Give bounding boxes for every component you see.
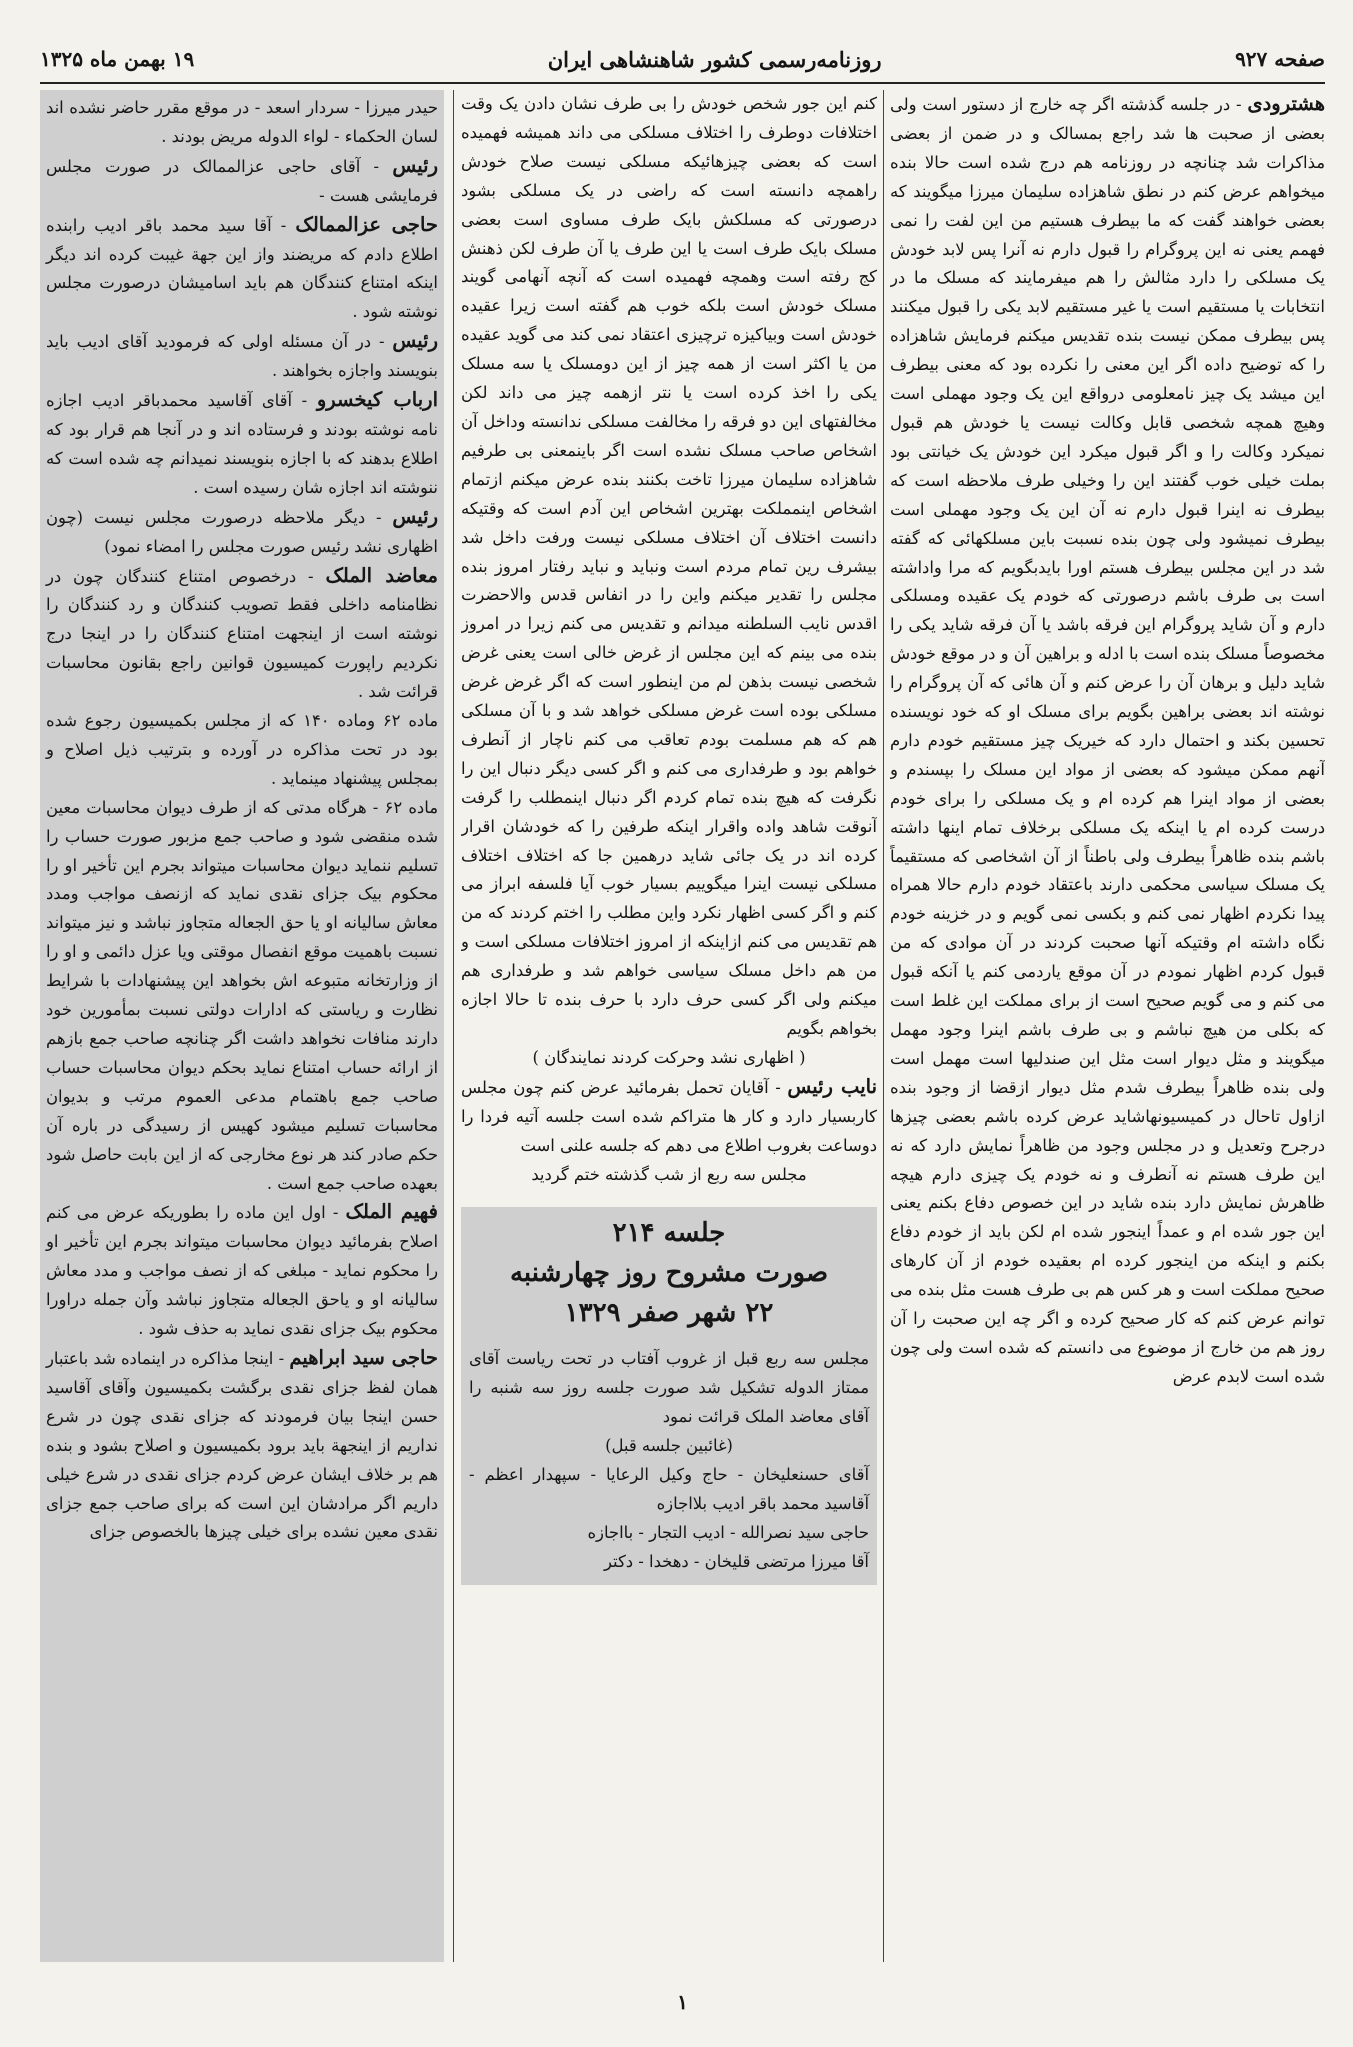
paragraph <box>46 503 438 562</box>
paragraph <box>46 794 438 1199</box>
middle-column <box>461 90 877 1962</box>
paragraph <box>46 707 438 794</box>
paragraph-text: مجلس سه ربع قبل از غروب آفتاب در تحت ریاست آقای ممتاز الدوله تشکیل شد صورت جلسه روز سه شنبه را آقای معاضد الملک قرائت نمود <box>469 1349 869 1427</box>
column-divider <box>453 90 454 1962</box>
absent-line-text: حاجی سید نصرالله - ادیب التجار - بااجازه <box>587 1522 869 1542</box>
paragraph <box>461 1161 877 1190</box>
paragraph-text: ماده ۶۲ وماده ۱۴۰ که از مجلس بکمیسیون رجوع شده بود در تحت مذاکره در آورده و بترتیب ذیل اصلاح و بمجلس پیشنهاد مینماید . <box>46 711 438 788</box>
paragraph <box>890 90 1325 1392</box>
paragraph <box>469 1432 869 1461</box>
speaker-name: حاجی عزالممالک <box>295 212 438 236</box>
absent-line <box>469 1519 869 1548</box>
paragraph <box>469 1345 869 1432</box>
session-title: صورت مشروح روز چهارشنبه <box>509 1258 829 1289</box>
session-number: جلسه ۲۱۴ <box>612 1218 726 1249</box>
speaker-name: هشترودی <box>1247 92 1325 115</box>
paragraph <box>46 1198 438 1344</box>
paragraph <box>46 94 438 152</box>
paragraph-text: - اول این ماده را بطوریکه عرض می کنم اصلاح بفرمائید دیوان محاسبات میتواند بجرم این تأخیر او را محکوم نماید - مبلغی که از نصف مواجب و مدد معاش سالیانه او و یاحق الجعاله متجاوز نباشد وآن جمله دراورا محکوم بیک جزای نقدی نماید به حذف شود . <box>46 1203 438 1339</box>
paragraph <box>46 211 438 328</box>
paragraph-text: - آقای آقاسید محمدباقر ادیب اجازه نامه نوشته بودند و فرستاده اند و در آنجا هم قرار بود که اطلاع بدهند که با اجازه بنویسند نمیدانم چه شده است که ننوشته اند اجازه شان رسیده است . <box>46 391 438 497</box>
paragraph-text: - دیگر ملاحظه درصورت مجلس نیست (چون اظهاری نشد رئیس صورت مجلس را امضاء نمود) <box>46 507 438 556</box>
newspaper-title: روزنامه‌رسمی کشور شاهنشاهی ایران <box>547 46 882 72</box>
paragraph-text: - آقایان تحمل بفرمائید عرض کنم چون مجلس کاربسیار دارد و کار ها متراکم شده است جلسه آتیه فردا را دوساعت بغروب اطلاع می دهم که جلسه علنی است <box>461 1077 877 1155</box>
newspaper-page <box>40 40 1325 2020</box>
paragraph <box>46 1344 438 1547</box>
speaker-name: معاضد الملک <box>325 563 439 587</box>
paragraph <box>46 152 438 211</box>
stage-note: ( اظهاری نشد وحرکت کردند نمایندگان ) <box>532 1047 806 1067</box>
paragraph-text: - آقا سید محمد باقر ادیب رابنده اطلاع دادم که مریضند واز این جهة غیبت کرده اند دیگر اینکه امتناع کنندگان هم باید اسامیشان درصورت مجلس نوشته شود . <box>46 215 438 322</box>
issue-date: ۱۹ بهمن ماه ۱۳۲۵ <box>40 47 195 71</box>
column-divider <box>883 90 884 1962</box>
paragraph-text: - در آن مسئله اولی که فرمودید آقای ادیب باید بنویسند واجازه بخواهند . <box>46 332 438 381</box>
paragraph <box>461 1073 877 1161</box>
speaker-name: فهیم الملک <box>345 1200 438 1224</box>
speaker-name: نایب رئیس <box>787 1074 877 1098</box>
speaker-name: ارباب کیخسرو <box>316 388 438 412</box>
session-heading <box>461 1207 877 1341</box>
paragraph <box>461 90 877 1044</box>
speaker-name: رئیس <box>392 329 438 353</box>
absent-label: (غائبین جلسه قبل) <box>605 1436 733 1456</box>
speaker-name: رئیس <box>392 153 438 177</box>
absent-line-text: آقا میرزا مرتضی قلیخان - دهخدا - دکتر <box>603 1551 869 1571</box>
speaker-name: رئیس <box>392 504 438 528</box>
absent-line <box>469 1548 869 1577</box>
paragraph-text: حیدر میرزا - سردار اسعد - در موقع مقرر حاضر نشده اند لسان الحکماء - لواء الدوله مریض بودند . <box>46 98 438 146</box>
paragraph <box>46 386 438 503</box>
right-column <box>890 90 1325 1962</box>
page-header <box>40 40 1325 78</box>
session-date: ۲۲ شهر صفر ۱۳۲۹ <box>564 1298 774 1329</box>
session-body <box>461 1341 877 1584</box>
paragraph-text: - درخصوص امتناع کنندگان چون در نظامنامه داخلی فقط تصویب کنندگان و رد کنندگان را نوشته است از اینجهت امتناع کنندگان را در اینجا درج نکردیم راپورت کمیسیون قوانین راجع بقانون محاسبات قرائت شد . <box>46 566 438 702</box>
paragraph-text: - آقای حاجی عزالممالک در صورت مجلس فرمایشی هست - <box>46 156 438 205</box>
paragraph <box>46 327 438 386</box>
page-label: صفحه ۹۲۷ <box>1235 47 1325 71</box>
paragraph <box>461 1044 877 1073</box>
speaker-name: حاجی سید ابراهیم <box>289 1345 438 1369</box>
left-column <box>40 90 444 1962</box>
paragraph-text: - اینجا مذاکره در اینماده شد باعتبار همان لفظ جزای نقدی برگشت بکمیسیون وآقای آقاسید حسن اینجا بیان فرمودند که جزای نقدی چون در شرع نداریم از اینجهة باید برود بکمیسیون و اصلاح بشود و بنده هم بر خلاف ایشان عرض کردم جزای نقدی در شرع خیلی داریم اگر مرادشان این است که برای صاحب جمع جزای نقدی معین نشده برای خیلی چیزها بالخصوص جزای <box>46 1348 438 1542</box>
page-footer <box>40 1990 1325 2020</box>
header-divider <box>40 82 1325 84</box>
paragraph <box>46 562 438 708</box>
paragraph-text: کنم این جور شخص خودش را بی طرف نشان دادن یک وقت اختلافات دوطرف را اختلاف مسلکی می داند همیشه فهمیده است که بعضی چیزهائیکه مسلکی نیست صلاح خودش راهمچه دانسته است که راضی در یک مسلکی بشود درصورتی که مسلکش بایک طرف مساوی است بعضی مسلک بایک طرف است یا این طرف یا آن طرف لکن ذهنش کج رفته است وهمچه فهمیده است که آنچه آنهامی گویند مسلک خودش است بلکه خوب هم گفته است زیرا عقیده خودش است وبیاکیزه ترچیزی اعتقاد نمی کند می گوید عقیده من یا اکثر است از همه چیز از این دومسلک یا سه مسلک یکی را اخذ کرده است یا نتر ازهمه چیز می داند لکن مخالفتهای این دو فرقه را مخالفت مسلکی ندانسته وداخل آن اشخاص صاحب مسلک نشده است اگر باینمعنی بی طرفیم شاهزاده سلیمان میرزا تاخت بکنند بنده عرض میکنم ازتمام اشخاص اینمملکت بهترین اشخاص این آدم است که وقتیکه دانست اختلاف آن اختلاف مسلکی نیست ورفت داخل شد بیشرف رین تمام مردم است ونباید و نباید رفتار امروز بنده مجلس را تقدیر میکنم واین را در انفاس قدس والاحضرت اقدس نایب السلطنه میدانم و تقدیس می کنم زیرا در امروز بنده می بینم که این مجلس از غرض خالی است یعنی غرض شخصی نیست بذهن لم من اینطور است که اگر غرض غرض مسلکی بوده است غرض مسلکی خواهد شد و با آن مسلکی هم که هم مسلمت بودم تعاقب می کنم ناچار از آنطرف خواهم بود و طرفداری می کنم و اگر کسی دیگر دنبال این را نگرفت که هیچ بنده تمام کردم اگر دنبال اینمطلب را گرفت آنوقت شاهد واده واقرار اینکه طرفین را که خودشان اقرار کرده اند در یک جائی شاید درهمین جا که اختلاف اختلاف مسلکی نیست اینرا میگوییم بسیار خوب آیا فلسفه ابراز می کنم و اگر کسی اظهار نکرد واین مطلب را اختم کردند که من هم تقدیس می کنم ازاینکه از امروز اختلافات مسلکی است و من هم داخل مسلک سیاسی خواهم شد و طرفداری هم میکنم ولی اگر کسی حرف دارد با حرف بنده تا حالا اجازه بخواهم بگویم <box>461 94 877 1038</box>
absent-line <box>469 1461 869 1519</box>
paragraph-text: - در جلسه گذشته اگر چه خارج از دستور است ولی بعضی از صحبت ها شد راجع بمسالک و در ضمن از بعضی مذاکرات شد چنانچه در روزنامه هم درج شده است حالا بنده میخواهم عرض کنم در نطق شاهزاده سلیمان میرزا میگویند که بعضی خواهند گفت که ما بیطرف هستیم من این لفت را نمی فهمم یعنی نه این پروگرام را قبول دارم نه آنرا پس لابد خودش یک مسلکی را دارد مثالش را هم میفرمایند که مسلک ما در انتخابات یا مستقیم است یا غیر مستقیم لابد یکی را قبول میکنند پس بیطرف ممکن نیست بنده تقدیس میکنم فرمایش شاهزاده را که توضیح داده اگر این معنی را نکرده بود که معنی بیطرف این میشد یک چیز نامعلومی درواقع این یک وجود مهملی است وهیچ همچه شخصی قابل وکالت نیست یا خودش هم قبول نمیکرد وکالت را و اگر قبول میکرد این خودش یک خیانتی بود بملت خیلی خوب گفتند این را وخیلی طرف ملاحظه است که بیطرف نه اینرا قبول دارم نه آن این یک وجود مهملی است بیطرف نمیشود ولی چون بنده نسبت باین مسلکهائی که گفته شد در این مجلس بیطرف هستم اورا بایدبگویم که مرا واداشته است بی طرف باشم درصورتی که خودم یک عقیده ومسلکی دارم و آن شاید پروگرام این فرقه باشد یا آن فرقه شاید یکی را مخصوصاً مسلک بنده است با ادله و براهین آن و در موقع خودش شاید دلیل و برهان آن را عرض کنم و آن هائی که آن پروگرام را نوشته اند بعضی براهین بگویم برای مسلک او که خود نویسنده تحسین بکند و احتمال دارد که خیریک چیز مستقیم خودم دارم آنهم ممکن میشود که بعضی از مواد این مسلک را بپسندم و بعضی از مواد اینرا هم کرده ام و یک مسلکی را برای خودم درست کرده ام یا اینکه یک مسلکی برخلاف تمام اینها داشته باشم بنده ظاهراً بیطرف ولی باطناً از آن اشخاصی که مستقیماً یک مسلک سیاسی محکمی دارند باعتقاد خودم دارم حالا همراه پیدا نکردم اظهار نمی کنم و بکسی نمی گویم و در خزینه خودم نگاه داشته ام وقتیکه آنها صحبت کردند در آن موادی که من قبول کردم اظهار نمودم در آن موقع یاردمی کنم یا آنکه قبول می کنم و می گویم صحیح است از برای مملکت این غلط است که بکلی من هیچ نباشم و بی طرف باشم اینرا وجود مهمل میگویند و مثل دیوار است مثل این صندلیها است مهمل است ولی بنده ظاهراً بیطرف شدم مثل دیوار ازقضا از وجود بنده ازاول تاحال در کمیسیونهاشاید عرض کرده باشم بعضی چیزها درجرح وتعدیل و در مجلس وجود من ظاهراً نمایش دارد که نه این طرف هستم نه آنطرف و نه خودم یک چیزی دارم هیچه ظاهرش نمایش دارد بنده شاید در این خصوص دفاع بکنم یعنی این جور شده ام و عمداً اینجور شده ام لکن باید از خودم دفاع بکنم و اینکه من اینجور کرده ام بعقیده خودم از آن کارهای صحیح مملکت است و هر کس هم بی طرف هست مثل بنده می توانم عرض کنم که کار صحیح کرده و اگر چه این صحبت را آن روز هم من خارج از موضوع می دانستم که شده است ولی چون شده است لابدم عرض <box>890 95 1325 1386</box>
closing-note: مجلس سه ربع از شب گذشته ختم گردید <box>531 1164 807 1184</box>
absent-line-text: آقای حسنعلیخان - حاج وکیل الرعایا - سپهدار اعظم - آقاسید محمد باقر ادیب بلااجازه <box>469 1465 869 1513</box>
page-number: ۱ <box>677 1990 688 2014</box>
paragraph-text: ماده ۶۲ - هرگاه مدتی که از طرف دیوان محاسبات معین شده منقضی شود و صاحب جمع مزبور صورت حساب را تسلیم ننماید دیوان محاسبات میتواند بجرم این تأخیر او را محکوم بیک جزای نقدی نماید که ازنصف مواجب ومدد معاش سالیانه او یا حق الجعاله متجاوز نباشد و نیز میتواند نسبت باهمیت موقع انفصال موقتی ویا عزل دائمی و او را از وزارتخانه متبوعه اش بخواهد این پیشنهادات با شرایط نظارت و ریاستی که ادارات دولتی نسبت بمأمورین خود دارند منافات نخواهد داشت اگر چنانچه صاحب جمع بازهم از ارائه حساب امتناع نماید بحکم دیوان محاسبات حساب صاحب جمع باهتمام مدعی العموم مرتب و بدیوان محاسبات تسلیم میشود کهیس از رسیدگی در باره آن حکم صادر کند هر نوع مخارجی که از این بابت حاصل شود بعهده صاحب جمع است . <box>46 797 439 1193</box>
